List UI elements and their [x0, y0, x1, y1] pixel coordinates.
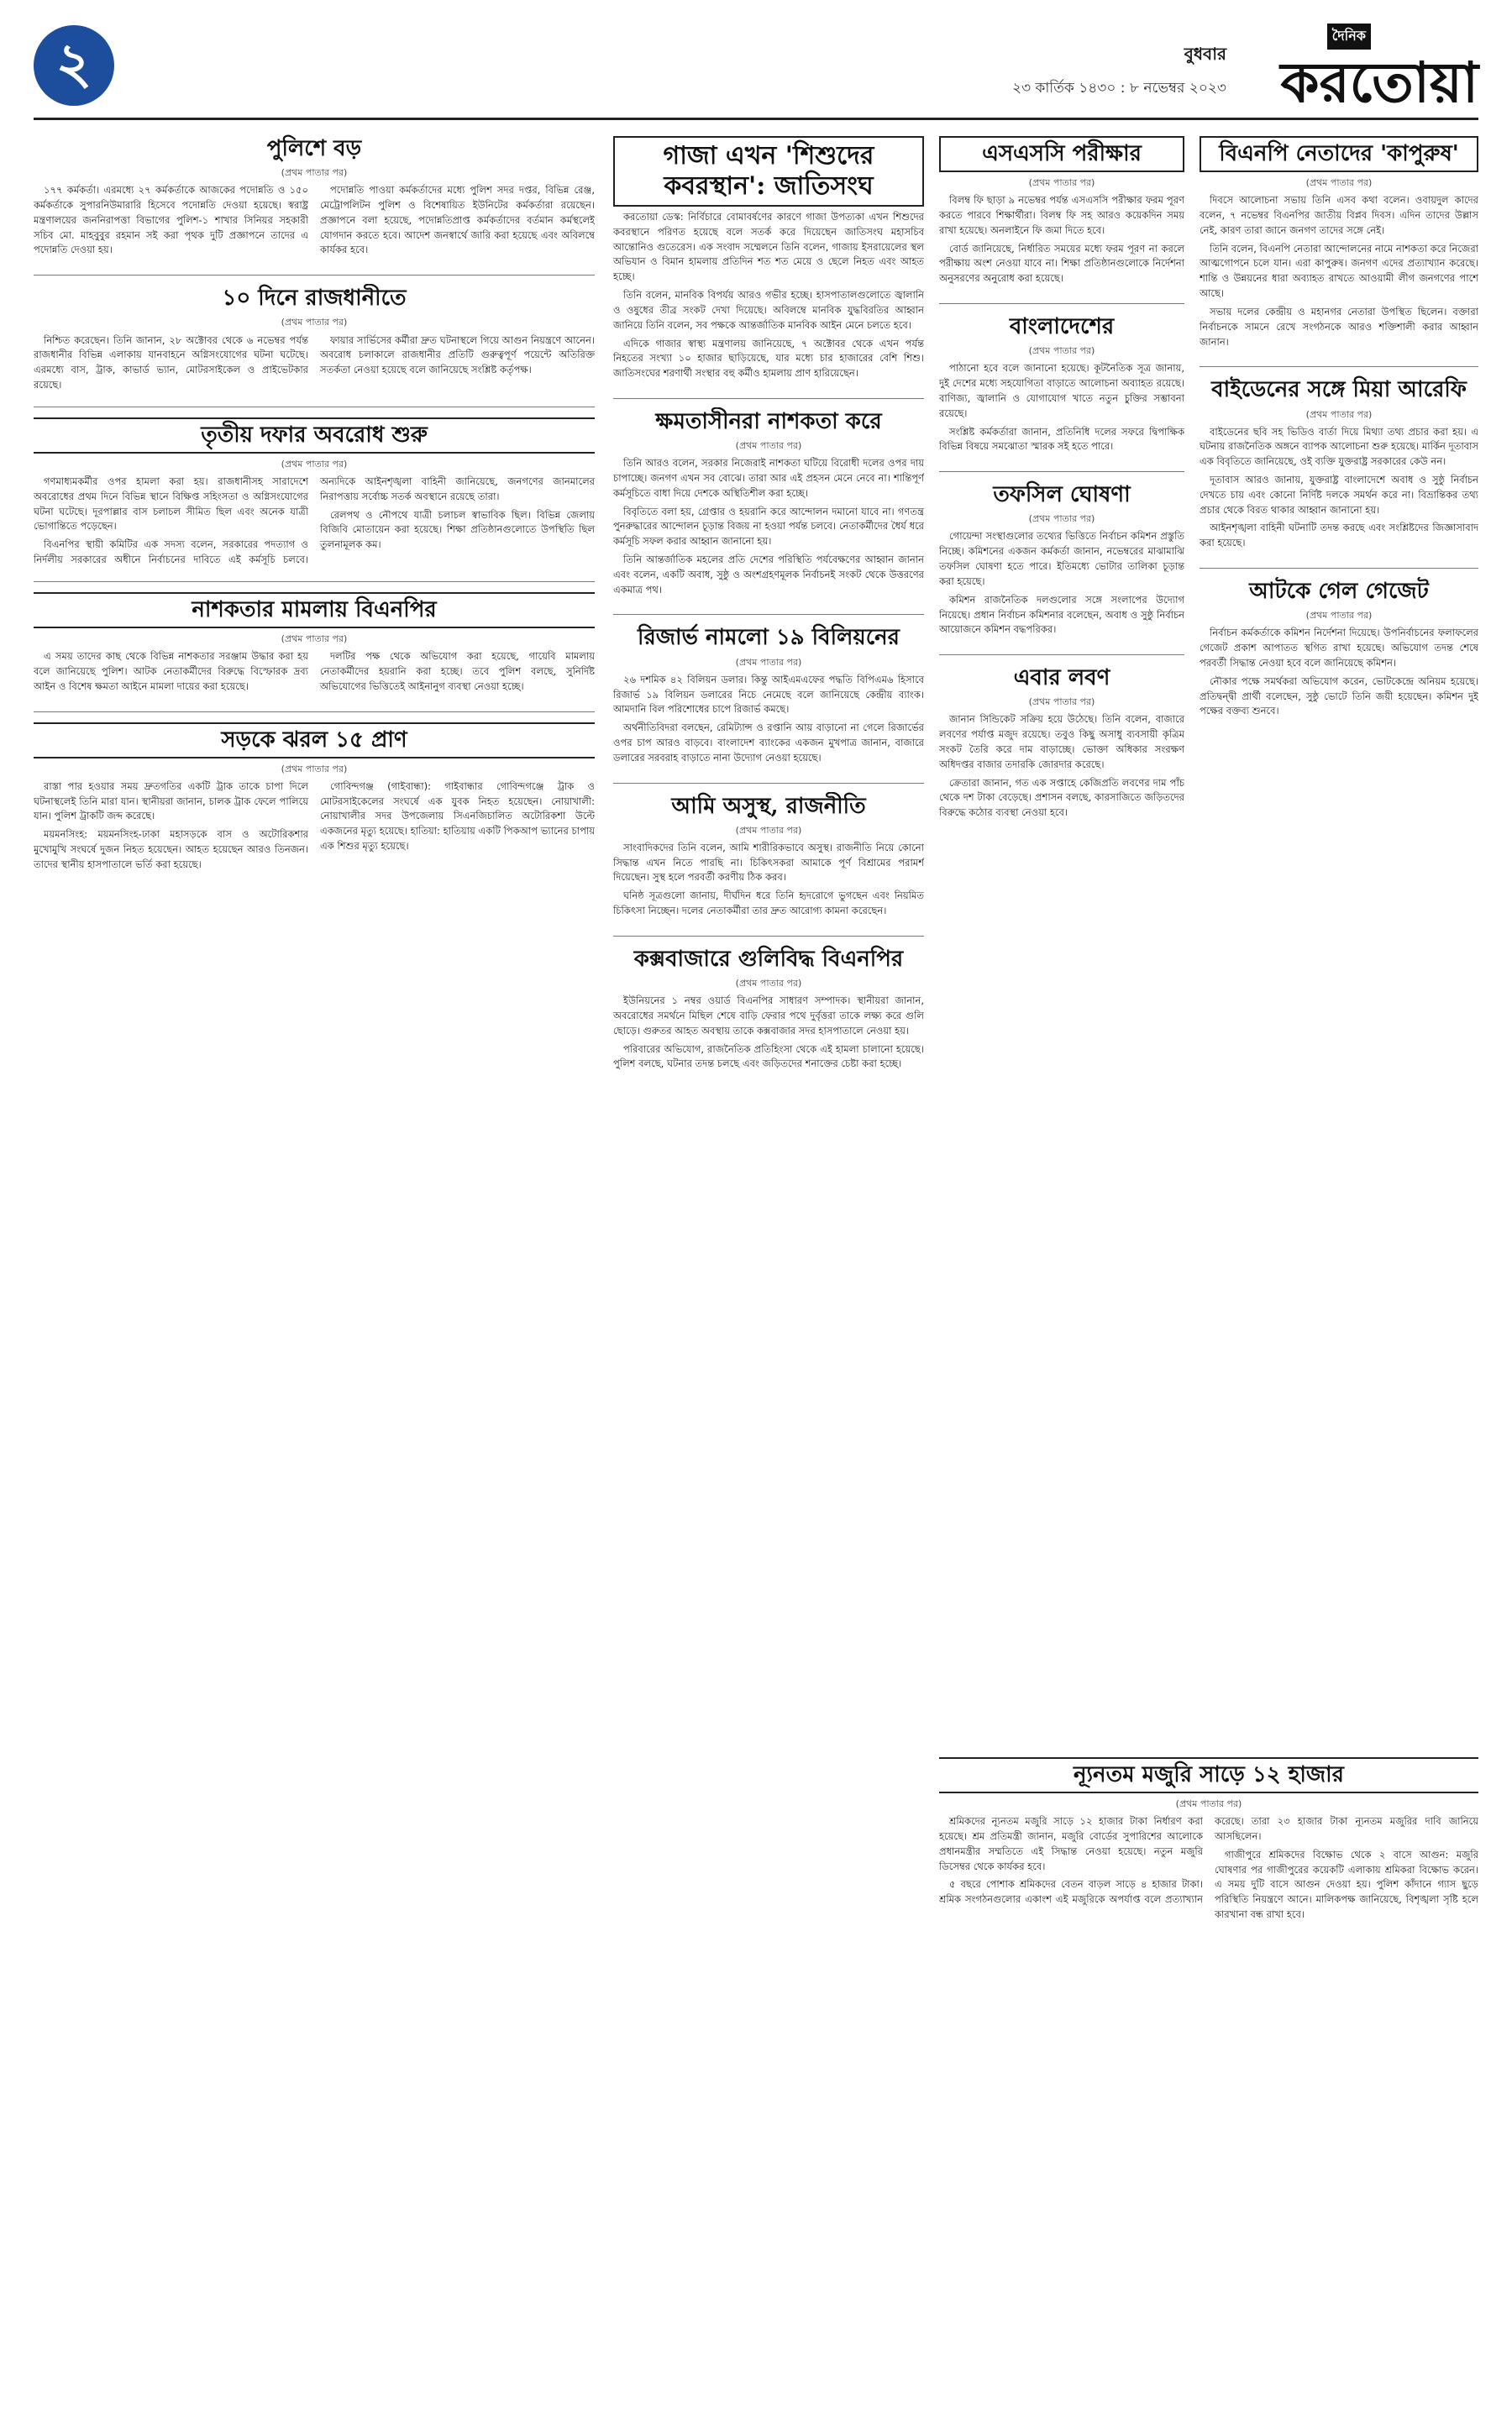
article-body [34, 183, 595, 261]
paragraph: পদোন্নতি পাওয়া কর্মকর্তাদের মধ্যে পুলিশ সদর দপ্তর, বিভিন্ন রেঞ্জ, মেট্রোপলিটন পুলিশ ও বিশেষায়িত ইউনিটের কর্মকর্তারা রয়েছেন। প্রজ্ঞাপনে বলা হয়েছে, পদোন্নতিপ্রাপ্ত কর্মকর্তাদের বর্তমান কর্মস্থলেই যোগদান করতে হবে। আদেশ জনস্বার্থে জারি করা হয়েছে এবং অবিলম্বে কার্যকর হবে। [320, 184, 595, 256]
headline: রিজার্ভ নামলো ১৯ বিলিয়নের [638, 625, 900, 651]
article-body [939, 1814, 1478, 1923]
article-ssc [939, 134, 1184, 290]
day-name: বুধবার [1184, 44, 1226, 64]
paragraph: এ সময় তাদের কাছ থেকে বিভিন্ন নাশকতার সরঞ্জাম উদ্ধার করা হয় বলে জানিয়েছে পুলিশ। আটক নেতাকর্মীদের বিরুদ্ধে বিস্ফোরক দ্রব্য আইন ও বিশেষ ক্ষমতা আইনে মামলা দায়ের করা হয়েছে। [34, 650, 308, 692]
continuation: (প্রথম পাতার পর) [281, 458, 348, 470]
paragraph: নিশ্চিত করেছেন। তিনি জানান, ২৮ অক্টোবর থেকে ৬ নভেম্বর পর্যন্ত রাজধানীর বিভিন্ন এলাকায় যানবাহনে অগ্নিসংযোগের ঘটনা ঘটেছে। এরমধ্যে বাস, ট্রাক, কাভার্ড ভ্যান, মোটরসাইকেল ও প্রাইভেটকার রয়েছে। [34, 333, 308, 391]
paragraph: তিনি বলেন, মানবিক বিপর্যয় আরও গভীর হচ্ছে। হাসপাতালগুলোতে জ্বালানি ও ওষুধের তীব্র সংকট দেখা দিয়েছে। অবিলম্বে মানবিক যুদ্ধবিরতির আহ্বান জানিয়ে তিনি বলেন, সব পক্ষকে আন্তর্জাতিক মানবিক আইন মেনে চলতে হবে। [613, 289, 924, 331]
article-power [613, 407, 924, 601]
continuation: (প্রথম পাতার পর) [1028, 513, 1095, 525]
article-body [939, 193, 1184, 290]
article-body [34, 333, 595, 393]
headline: সড়কে ঝরল ১৫ প্রাণ [34, 722, 595, 758]
paragraph: দলটির পক্ষ থেকে অভিযোগ করা হয়েছে, গায়েবি মামলায় নেতাকর্মীদের হয়রানি করা হচ্ছে। তবে পুলিশ বলছে, সুনির্দিষ্ট অভিযোগের ভিত্তিতেই আইনানুগ ব্যবস্থা নেওয়া হচ্ছে। [320, 650, 595, 692]
paragraph: ময়মনসিংহ: ময়মনসিংহ-ঢাকা মহাসড়কে বাস ও অটোরিকশার মুখোমুখি সংঘর্ষে দুজন নিহত হয়েছেন। আহত হয়েছেন আরও তিনজন। তাদের স্থানীয় হাসপাতালে ভর্তি করা হয়েছে। [34, 828, 308, 870]
page-number: ২ [34, 25, 114, 106]
continuation: (প্রথম পাতার পর) [735, 440, 802, 452]
paragraph: বিবৃতিতে বলা হয়, গ্রেপ্তার ও হয়রানি করে আন্দোলন দমানো যাবে না। গণতন্ত্র পুনরুদ্ধারের আন্দোলন চূড়ান্ত বিজয় না হওয়া পর্যন্ত চলবে। নেতাকর্মীদের ধৈর্য ধরে কর্মসূচি সফল করার আহ্বান জানানো হয়। [613, 505, 924, 548]
article-body [1200, 626, 1478, 722]
article-sabotage [34, 590, 595, 698]
paragraph: আইনশৃঙ্খলা বাহিনী ঘটনাটি তদন্ত করছে এবং সংশ্লিষ্টদের জিজ্ঞাসাবাদ করা হয়েছে। [1200, 522, 1478, 549]
logo-main: করতোয়া [1280, 50, 1478, 115]
continuation: (প্রথম পাতার পর) [281, 317, 348, 328]
paragraph: বিএনপির স্থায়ী কমিটির এক সদস্য বলেন, সরকারের পদত্যাগ ও নির্দলীয় সরকারের অধীনে নির্বাচনের দাবিতে এই কর্মসূচি চলবে। অন্যদিকে আইনশৃঙ্খলা বাহিনী জানিয়েছে, জনগণের জানমালের নিরাপত্তায় সর্বোচ্চ সতর্ক অবস্থানে রয়েছে তারা। [34, 475, 595, 566]
article-body [34, 649, 595, 697]
headline: বিএনপি নেতাদের 'কাপুরুষ' [1200, 136, 1478, 172]
paragraph: কমিশন রাজনৈতিক দলগুলোর সঙ্গে সংলাপের উদ্যোগ নিয়েছে। প্রধান নির্বাচন কমিশনার বলেছেন, অবাধ ও সুষ্ঠু নির্বাচন আয়োজনে কমিশন বদ্ধপরিকর। [939, 593, 1184, 636]
headline: তৃতীয় দফার অবরোধ শুরু [34, 417, 595, 454]
article-body [1200, 193, 1478, 353]
paragraph: গাজীপুরে শ্রমিকদের বিক্ষোভ থেকে ২ বাসে আগুন: মজুরি ঘোষণার পর গাজীপুরের কয়েকটি এলাকায় শ্রমিকরা বিক্ষোভ করেন। এ সময় দুটি বাসে আগুন দেওয়া হয়। পুলিশ কাঁদানে গ্যাস ছুড়ে পরিস্থিতি নিয়ন্ত্রণে আনে। মালিকপক্ষ জানিয়েছে, বিশৃঙ্খলা সৃষ্টি হলে কারখানা বন্ধ রাখা হবে। [1215, 1848, 1478, 1921]
paragraph: পাঠানো হবে বলে জানানো হয়েছে। কূটনৈতিক সূত্র জানায়, দুই দেশের মধ্যে সহযোগিতা বাড়াতে আলোচনা অব্যাহত রয়েছে। বাণিজ্য, জ্বালানি ও যোগাযোগ খাতে নতুন চুক্তির সম্ভাবনা রয়েছে। [939, 362, 1184, 419]
article-body [613, 673, 924, 769]
continuation: (প্রথম পাতার পর) [281, 763, 348, 774]
paragraph: ফায়ার সার্ভিসের কর্মীরা দ্রুত ঘটনাস্থলে গিয়ে আগুন নিয়ন্ত্রণে আনেন। অবরোধ চলাকালে রাজধানীর প্রতিটি গুরুত্বপূর্ণ পয়েন্টে অতিরিক্ত সতর্কতা নেওয়া হয়েছে বলে জানিয়েছে সংশ্লিষ্ট কর্তৃপক্ষ। [320, 333, 595, 376]
headline: এসএসসি পরীক্ষার [939, 136, 1184, 172]
article-body [34, 475, 595, 568]
article-body [939, 712, 1184, 824]
divider [939, 654, 1184, 655]
logo-small: দৈনিক [1327, 24, 1371, 50]
article-reserve [613, 623, 924, 769]
divider [939, 303, 1184, 304]
paragraph: ৫ বছরে পোশাক শ্রমিকদের বেতন বাড়ল সাড়ে ৪ হাজার টাকা। শ্রমিক সংগঠনগুলোর একাংশ এই মজুরিকে অপর্যাপ্ত বলে প্রত্যাখ্যান করেছে। তারা ২৩ হাজার টাকা ন্যূনতম মজুরির দাবি জানিয়ে আসছিলেন। [939, 1815, 1478, 1906]
continuation: (প্রথম পাতার পর) [1028, 177, 1095, 189]
headline: ন্যূনতম মজুরি সাড়ে ১২ হাজার [939, 1757, 1478, 1793]
article-sick [613, 792, 924, 922]
article-body [939, 529, 1184, 641]
paragraph: অর্থনীতিবিদরা বলছেন, রেমিট্যান্স ও রপ্তানি আয় বাড়ানো না গেলে রিজার্ভের ওপর চাপ আরও বাড়বে। বাংলাদেশ ব্যাংকের একজন মুখপাত্র জানান, বাজারে ডলারের সরবরাহ বাড়াতে নানা উদ্যোগ নেওয়া হয়েছে। [613, 722, 924, 764]
paragraph: তিনি আন্তর্জাতিক মহলের প্রতি দেশের পরিস্থিতি পর্যবেক্ষণের আহ্বান জানান এবং বলেন, একটি অবাধ, সুষ্ঠু ও অংশগ্রহণমূলক নির্বাচনই সংকট থেকে উত্তরণের একমাত্র পথ। [613, 554, 924, 596]
article-salt [939, 664, 1184, 824]
paragraph: গোবিন্দগঞ্জ (গাইবান্ধা): গাইবান্ধার গোবিন্দগঞ্জে ট্রাক ও মোটরসাইকেলের সংঘর্ষে এক যুবক নিহত হয়েছেন। নোয়াখালী: নোয়াখালীর সদর উপজেলায় সিএনজিচালিত অটোরিকশা উল্টে একজনের মৃত্যু হয়েছে। হাতিয়া: হাতিয়ায় একটি পিকআপ ভ্যানের চাপায় এক শিশুর মৃত্যু হয়েছে। [320, 779, 595, 853]
headline: ১০ দিনে রাজধানীতে [222, 286, 407, 312]
dateline: ২৩ কার্তিক ১৪৩০ : ৮ নভেম্বর ২০২৩ [1011, 80, 1226, 97]
paragraph: গণমাধ্যমকর্মীর ওপর হামলা করা হয়। রাজধানীসহ সারাদেশে অবরোধের প্রথম দিনে বিভিন্ন স্থানে বিক্ষিপ্ত সহিংসতা ও অগ্নিসংযোগের ঘটনা ঘটেছে। দূরপাল্লার বাস চলাচল সীমিত ছিল এবং অনেক যাত্রী ভোগান্তিতে পড়েছেন। [34, 475, 308, 533]
paragraph: জানান সিন্ডিকেট সক্রিয় হয়ে উঠেছে। তিনি বলেন, বাজারে লবণের পর্যাপ্ত মজুদ রয়েছে। তবুও কিছু অসাধু ব্যবসায়ী কৃত্রিম সংকট তৈরি করে দাম বাড়াচ্ছে। ভোক্তা অধিকার সংরক্ষণ অধিদপ্তর বাজার তদারকি জোরদার করেছে। [939, 713, 1184, 770]
paragraph: বোর্ড জানিয়েছে, নির্ধারিত সময়ের মধ্যে ফরম পূরণ না করলে পরীক্ষায় অংশ নেওয়া যাবে না। শিক্ষা প্রতিষ্ঠানগুলোকে নির্দেশনা অনুসরণের অনুরোধ করা হয়েছে। [939, 242, 1184, 285]
paragraph: ২৬ দশমিক ৪২ বিলিয়ন ডলার। কিন্তু আইএমএফের পদ্ধতি বিপিএম৬ হিসাবে রিজার্ভ ১৯ বিলিয়ন ডলারের নিচে নেমেছে বলে জানিয়েছে কেন্দ্রীয় ব্যাংক। আমদানি বিল পরিশোধের চাপে রিজার্ভ কমছে। [613, 673, 924, 716]
newspaper-logo [1252, 22, 1478, 115]
article-body [34, 779, 595, 873]
paragraph: রেলপথ ও নৌপথে যাত্রী চলাচল স্বাভাবিক ছিল। বিভিন্ন জেলায় বিজিবি মোতায়েন করা হয়েছে। শিক্ষা প্রতিষ্ঠানগুলোতে উপস্থিতি ছিল তুলনামূলক কম। [320, 508, 595, 551]
paragraph: ১৭৭ কর্মকর্তা। এরমধ্যে ২৭ কর্মকর্তাকে আজকের পদোন্নতি ও ১৫০ কর্মকর্তাকে সুপারনিউমারারি হিসেবে পদোন্নতি দেওয়া হয়েছে। স্বরাষ্ট্র মন্ত্রণালয়ের জননিরাপত্তা বিভাগের পুলিশ-১ শাখার সিনিয়র সহকারী সচিব মো. মাহবুবুর রহমান সই করা পৃথক দুটি প্রজ্ঞাপনে তাদের এ পদোন্নতি দেওয়া হয়। [34, 184, 308, 256]
divider [34, 711, 595, 712]
divider [1200, 568, 1478, 569]
headline: এবার লবণ [1013, 665, 1110, 691]
paragraph: এদিকে গাজার স্বাস্থ্য মন্ত্রণালয় জানিয়েছে, ৭ অক্টোবর থেকে এখন পর্যন্ত নিহতের সংখ্যা ১০ হাজার ছাড়িয়েছে, যার মধ্যে চার হাজারের বেশি শিশু। জাতিসংঘের শরণার্থী সংস্থার বহু কর্মীও হামলায় প্রাণ হারিয়েছেন। [613, 337, 924, 380]
headline: ক্ষমতাসীনরা নাশকতা করে [655, 408, 882, 434]
article-body [613, 994, 924, 1075]
paragraph: দিবসে আলোচনা সভায় তিনি এসব কথা বলেন। ওবায়দুল কাদের বলেন, ৭ নভেম্বর বিএনপির জাতীয় বিপ্লব দিবস। এদিন তাদের উল্লাস নেই, কারণ তারা জানে জনগণ তাদের সঙ্গে নেই। [1200, 194, 1478, 236]
article-biden [1200, 375, 1478, 554]
article-bangladesh [939, 312, 1184, 458]
headline: কক্সবাজারে গুলিবিদ্ধ বিএনপির [633, 946, 904, 972]
headline: গাজা এখন 'শিশুদের কবরস্থান': জাতিসংঘ [613, 136, 924, 207]
continuation: (প্রথম পাতার পর) [1305, 177, 1373, 189]
column-center [613, 134, 924, 1089]
paragraph: নৌকার পক্ষে সমর্থকরা অভিযোগ করেন, ভোটকেন্দ্রে অনিয়ম হয়েছে। প্রতিদ্বন্দ্বী প্রার্থী বলেছেন, সুষ্ঠু ভোটে তিনি জয়ী হয়েছেন। কমিশন দুই পক্ষের বক্তব্য শুনবে। [1200, 674, 1478, 717]
continuation: (প্রথম পাতার পর) [1305, 408, 1373, 420]
paragraph: ঘনিষ্ঠ সূত্রগুলো জানায়, দীর্ঘদিন ধরে তিনি হৃদরোগে ভুগছেন এবং নিয়মিত চিকিৎসা নিচ্ছেন। দলের নেতাকর্মীরা তার দ্রুত আরোগ্য কামনা করেছেন। [613, 890, 924, 917]
headline: আমি অসুস্থ, রাজনীতি [671, 793, 866, 819]
continuation: (প্রথম পাতার পর) [735, 978, 802, 989]
divider [939, 471, 1184, 472]
headline: নাশকতার মামলায় বিএনপির [34, 592, 595, 628]
paragraph: ক্রেতারা জানান, গত এক সপ্তাহে কেজিপ্রতি লবণের দাম পাঁচ থেকে দশ টাকা বেড়েছে। প্রশাসন বলছে, কারসাজিতে জড়িতদের বিরুদ্ধে কঠোর ব্যবস্থা নেওয়া হবে। [939, 776, 1184, 819]
wage-section [939, 1756, 1478, 1936]
article-schedule [939, 480, 1184, 641]
paragraph: দূতাবাস আরও জানায়, যুক্তরাষ্ট্র বাংলাদেশে অবাধ ও সুষ্ঠু নির্বাচন দেখতে চায় এবং কোনো নির্দিষ্ট দলকে সমর্থন করে না। বিভ্রান্তিকর তথ্য প্রচার থেকে বিরত থাকার আহ্বান জানানো হয়। [1200, 474, 1478, 516]
masthead [34, 17, 1478, 120]
paragraph: বিলম্ব ফি ছাড়া ৯ নভেম্বর পর্যন্ত এসএসসি পরীক্ষার ফরম পূরণ করতে পারবে শিক্ষার্থীরা। বিলম্ব ফি সহ আরও কয়েকদিন সময় রাখা হয়েছে। অনলাইনে ফি জমা দিতে হবে। [939, 194, 1184, 236]
column-left [34, 134, 595, 886]
divider [613, 936, 924, 937]
article-body [613, 841, 924, 922]
article-body [1200, 425, 1478, 555]
article-coxsbazar [613, 945, 924, 1075]
paragraph: করতোয়া ডেস্ক: নির্বিচারে বোমাবর্ষণের কারণে গাজা উপত্যকা এখন শিশুদের কবরস্থানে পরিণত হয়েছে বলে সতর্ক করে দিয়েছেন জাতিসংঘ মহাসচিব আন্তোনিও গুতেরেস। এক সংবাদ সম্মেলনে তিনি বলেন, গাজায় ইসরায়েলের স্থল অভিযান ও বিমান হামলায় প্রতিদিন শত শত মেয়ে ও ছেলে নিহত এবং আহত হচ্ছে। [613, 211, 924, 283]
column-right-center [939, 134, 1184, 837]
paragraph: তিনি আরও বলেন, সরকার নিজেরাই নাশকতা ঘটিয়ে বিরোধী দলের ওপর দায় চাপাচ্ছে। জনগণ এখন সব বোঝে। তারা আর এই প্রহসন মেনে নেবে না। শান্তিপূর্ণ কর্মসূচিতে বাধা দিয়ে দেশকে অস্থিতিশীল করা হচ্ছে। [613, 457, 924, 499]
divider [613, 398, 924, 399]
continuation: (প্রথম পাতার পর) [1305, 610, 1373, 622]
continuation: (প্রথম পাতার পর) [281, 167, 348, 179]
paragraph: সভায় দলের কেন্দ্রীয় ও মহানগর নেতারা উপস্থিত ছিলেন। বক্তারা নির্বাচনকে সামনে রেখে সংগঠনকে আরও শক্তিশালী করার আহ্বান জানান। [1200, 305, 1478, 348]
continuation: (প্রথম পাতার পর) [735, 656, 802, 668]
continuation: (প্রথম পাতার পর) [1028, 345, 1095, 357]
divider [34, 275, 595, 276]
paragraph: নির্বাচন কর্মকর্তাকে কমিশন নির্দেশনা দিয়েছে। উপনির্বাচনের ফলাফলের গেজেট প্রকাশ আপাতত স্থগিত রাখা হয়েছে। অভিযোগ তদন্ত শেষে পরবর্তী সিদ্ধান্ত নেওয়া হবে বলে জানিয়েছে কমিশন। [1200, 627, 1478, 669]
article-body [939, 361, 1184, 458]
paragraph: পরিবারের অভিযোগ, রাজনৈতিক প্রতিহিংসা থেকে এই হামলা চালানো হয়েছে। পুলিশ বলছে, ঘটনার তদন্ত চলছে এবং জড়িতদের শনাক্তের চেষ্টা করা হচ্ছে। [613, 1042, 924, 1070]
column-right [1200, 134, 1478, 736]
continuation: (প্রথম পাতার পর) [1028, 696, 1095, 708]
headline: পুলিশে বড় [266, 136, 362, 161]
paragraph: ইউনিয়নের ১ নম্বর ওয়ার্ড বিএনপির সাধারণ সম্পাদক। স্থানীয়রা জানান, অবরোধের সমর্থনে মিছিল শেষে বাড়ি ফেরার পথে দুর্বৃত্তরা তাকে লক্ষ্য করে গুলি ছোড়ে। গুরুতর আহত অবস্থায় তাকে কক্সবাজার সদর হাসপাতালে নেওয়া হয়। [613, 995, 924, 1037]
divider [613, 614, 924, 615]
headline: বাংলাদেশের [1009, 314, 1115, 340]
paragraph: রাস্তা পার হওয়ার সময় দ্রুতগতির একটি ট্রাক তাকে চাপা দিলে ঘটনাস্থলেই তিনি মারা যান। স্থানীয়রা জানান, চালক ট্রাক ফেলে পালিয়ে যান। পুলিশ ট্রাকটি জব্দ করেছে। [34, 779, 308, 822]
paragraph: সাংবাদিকদের তিনি বলেন, আমি শারীরিকভাবে অসুস্থ। রাজনীতি নিয়ে কোনো সিদ্ধান্ত এখন নিতে পারছি না। চিকিৎসকরা আমাকে পূর্ণ বিশ্রামের পরামর্শ দিয়েছেন। সুস্থ হলে পরবর্তী করণীয় ঠিক করব। [613, 841, 924, 884]
headline: আটকে গেল গেজেট [1249, 579, 1429, 605]
article-body [613, 210, 924, 385]
article-roads [34, 721, 595, 873]
paragraph: সংশ্লিষ্ট কর্মকর্তারা জানান, প্রতিনিধি দলের সফরে দ্বিপাক্ষিক বিভিন্ন বিষয়ে সমঝোতা স্মারক সই হতে পারে। [939, 425, 1184, 453]
article-police [34, 134, 595, 261]
article-gaza [613, 134, 924, 385]
article-blockade [34, 416, 595, 568]
continuation: (প্রথম পাতার পর) [735, 824, 802, 836]
continuation: (প্রথম পাতার পর) [1175, 1798, 1242, 1810]
divider [1200, 366, 1478, 367]
continuation: (প্রথম পাতার পর) [281, 633, 348, 645]
paragraph: তিনি বলেন, বিএনপি নেতারা আন্দোলনের নামে নাশকতা করে নিজেরা আত্মগোপনে চলে যান। এরা কাপুরুষ। জনগণ এদের প্রত্যাখ্যান করেছে। শান্তি ও উন্নয়নের ধারা অব্যাহত রাখতে আওয়ামী লীগ জনগণের পাশে আছে। [1200, 242, 1478, 300]
article-wage [939, 1756, 1478, 1923]
article-ten-days [34, 284, 595, 392]
article-bnp-leaders [1200, 134, 1478, 353]
paragraph: গোয়েন্দা সংস্থাগুলোর তথ্যের ভিত্তিতে নির্বাচন কমিশন প্রস্তুতি নিচ্ছে। কমিশনের একজন কর্মকর্তা জানান, নভেম্বরের মাঝামাঝি তফসিল ঘোষণা হতে পারে। ইতিমধ্যে ভোটার তালিকা চূড়ান্ত করা হয়েছে। [939, 530, 1184, 587]
headline: বাইডেনের সঙ্গে মিয়া আরেফি [1211, 377, 1467, 403]
article-body [613, 456, 924, 601]
article-gadget [1200, 577, 1478, 722]
headline: তফসিল ঘোষণা [993, 482, 1131, 508]
divider [34, 581, 595, 582]
divider [613, 783, 924, 784]
paragraph: বাইডেনের ছবি সহ ভিডিও বার্তা দিয়ে মিথ্যা তথ্য প্রচার করা হয়। এ ঘটনায় রাজনৈতিক অঙ্গনে ব্যাপক আলোচনা শুরু হয়েছে। মার্কিন দূতাবাস এক বিবৃতিতে জানিয়েছে, ওই ব্যক্তি যুক্তরাষ্ট্র সরকারের কেউ নন। [1200, 425, 1478, 468]
paragraph: শ্রমিকদের ন্যূনতম মজুরি সাড়ে ১২ হাজার টাকা নির্ধারণ করা হয়েছে। শ্রম প্রতিমন্ত্রী জানান, মজুরি বোর্ডের সুপারিশের আলোকে প্রধানমন্ত্রীর সম্মতিতে এই সিদ্ধান্ত নেওয়া হয়েছে। নতুন মজুরি ডিসেম্বর থেকে কার্যকর হবে। [939, 1815, 1203, 1872]
